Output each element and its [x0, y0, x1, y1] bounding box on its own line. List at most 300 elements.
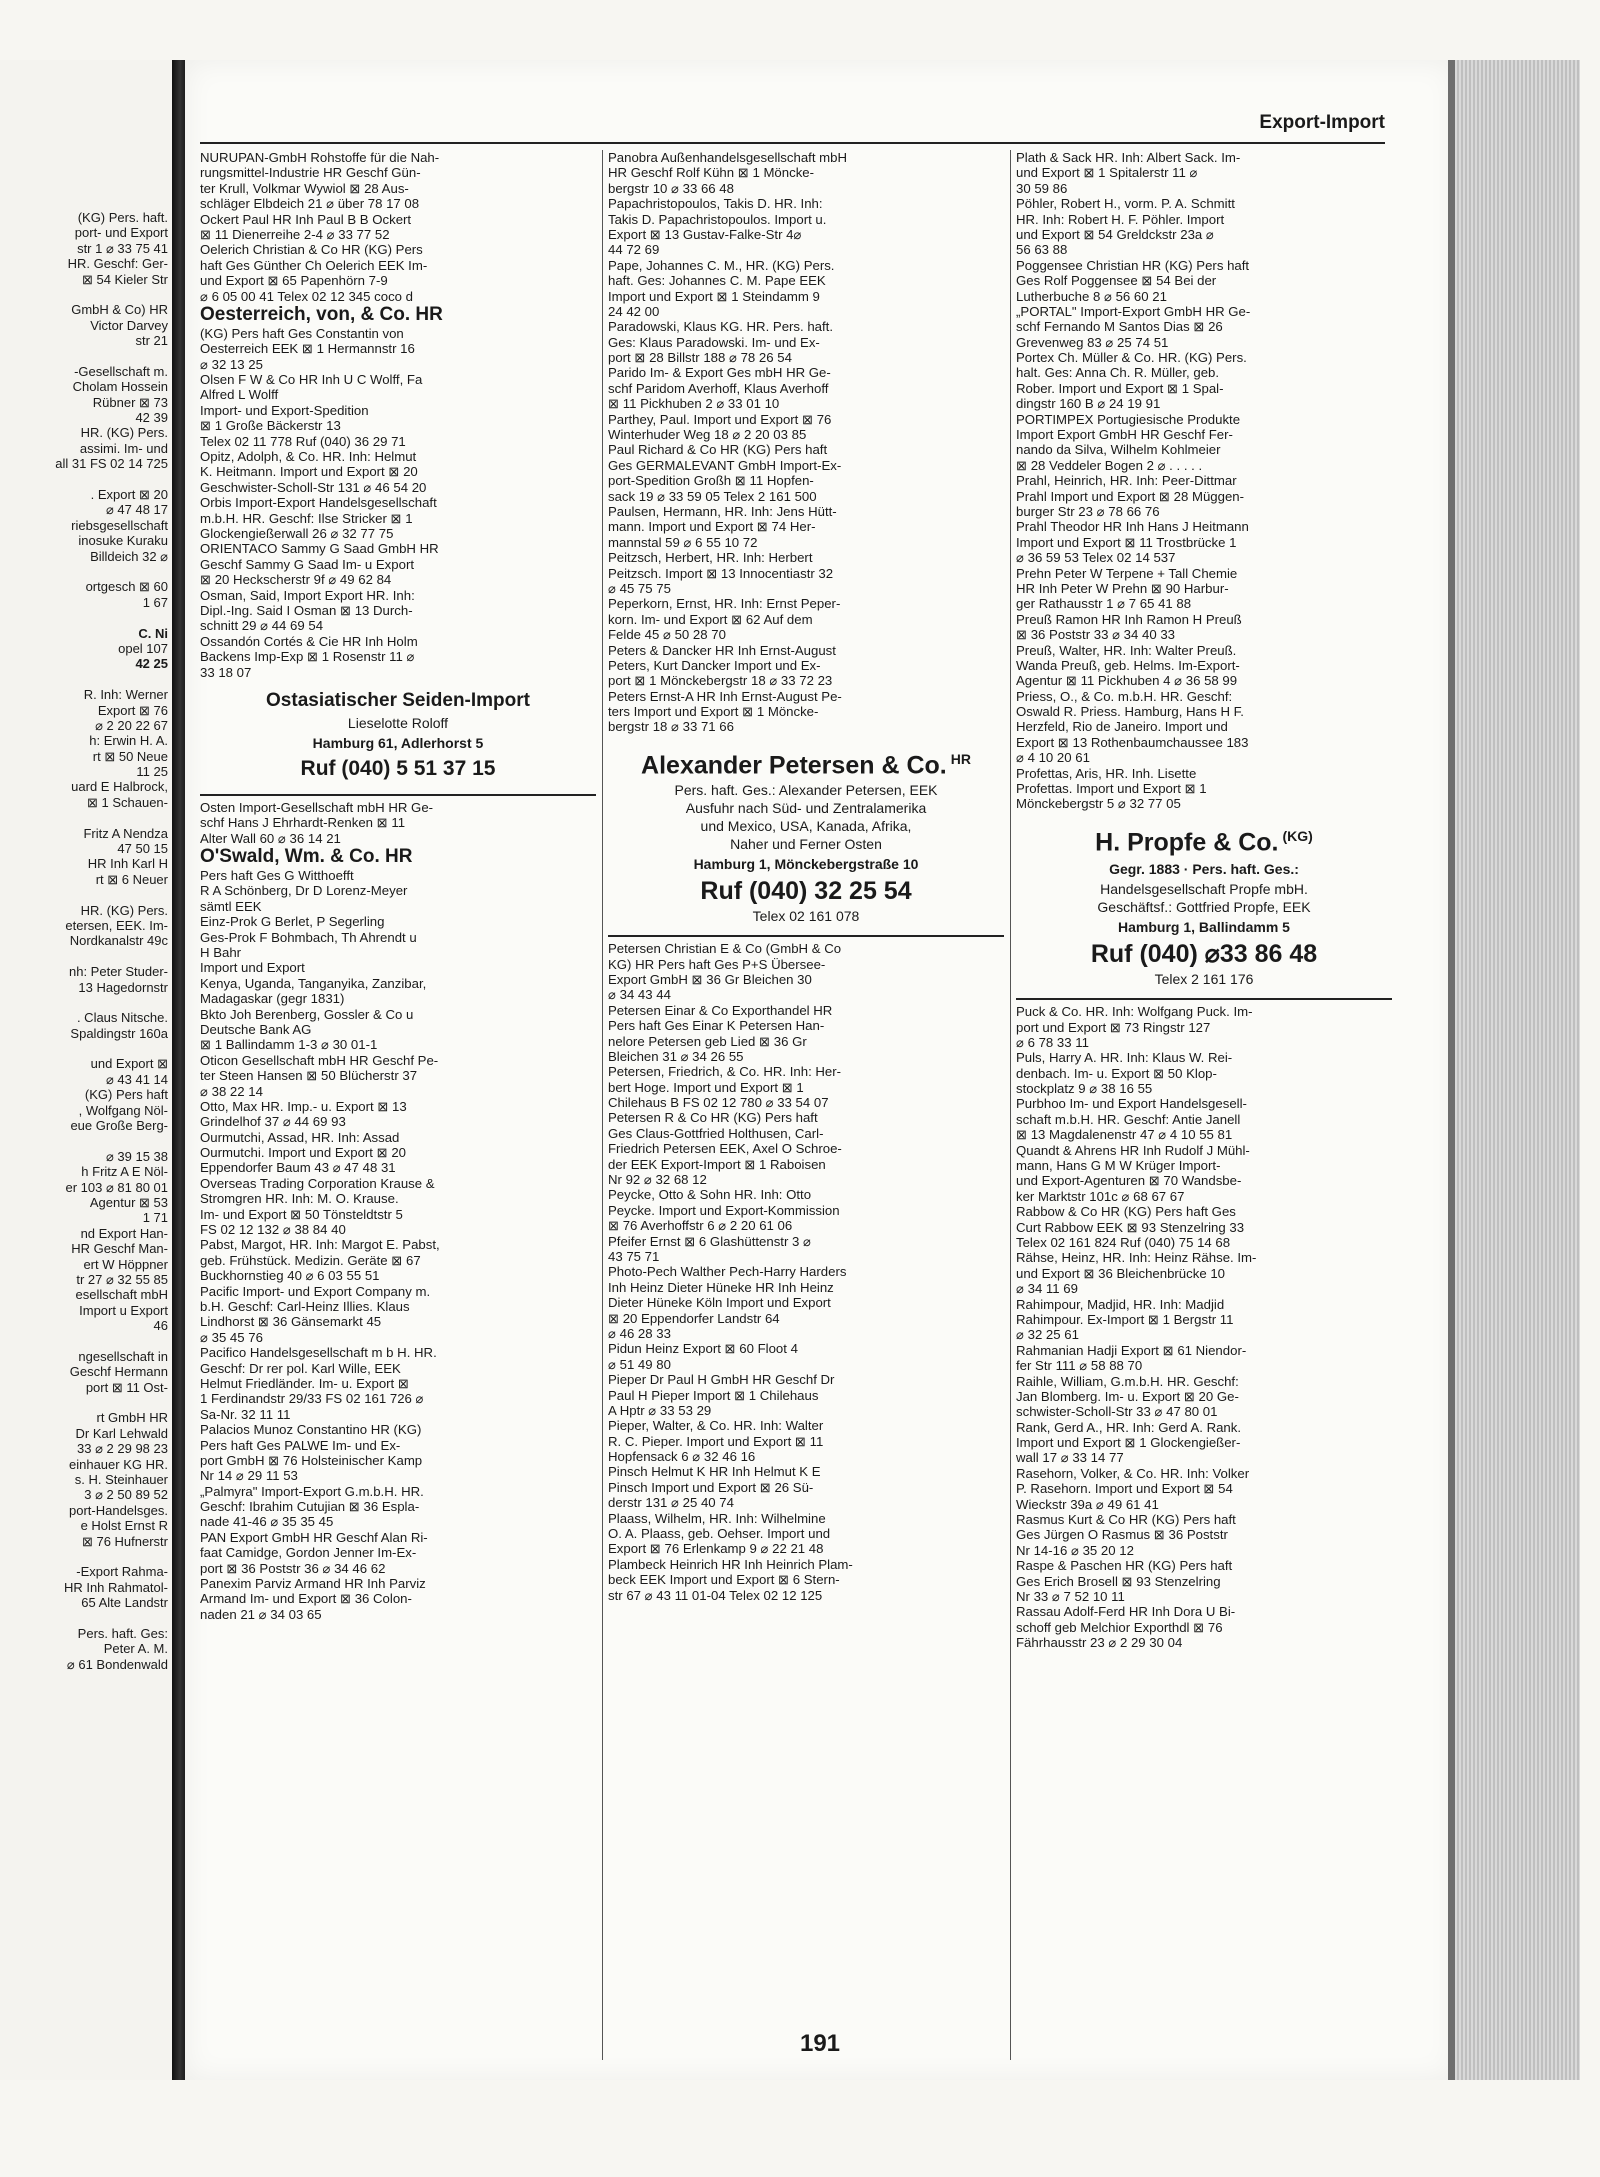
directory-entry-line: Ges GERMALEVANT GmbH Import-Ex-	[608, 457, 842, 473]
directory-entry-line: Rahimpour. Ex-Import ⊠ 1 Bergstr 11	[1016, 1311, 1234, 1327]
directory-entry-line: Pape, Johannes C. M., HR. (KG) Pers.	[608, 257, 835, 273]
directory-entry-line: Oesterreich EEK ⊠ 1 Hermannstr 16	[200, 341, 415, 357]
directory-entry-line: Raihle, William, G.m.b.H. HR. Geschf:	[1016, 1373, 1239, 1389]
directory-entry-line: port und Export ⊠ 73 Ringstr 127	[1016, 1019, 1211, 1035]
directory-entry-line: Buckhornstieg 40 ⌀ 6 03 55 51	[200, 1268, 380, 1284]
directory-entry-line: O'Swald, Wm. & Co. HR	[200, 846, 413, 868]
directory-entry-line: Profettas, Aris, HR. Inh. Lisette	[1016, 765, 1197, 781]
directory-entry-line: schläger Elbdeich 21 ⌀ über 78 17 08	[200, 196, 420, 212]
previous-page-line: (KG) Pers haft	[84, 1087, 168, 1103]
directory-entry-line: Dipl.-Ing. Said I Osman ⊠ 13 Durch-	[200, 602, 413, 618]
directory-entry-line: Export GmbH ⊠ 36 Gr Bleichen 30	[608, 971, 812, 987]
directory-entry-line: KG) HR Pers haft Ges P+S Übersee-	[608, 956, 826, 972]
previous-page-line: port-Handelsges.	[69, 1502, 168, 1518]
directory-entry-line: schoff geb Melchior Exporthdl ⊠ 76	[1016, 1619, 1223, 1635]
previous-page-line: inosuke Kuraku	[78, 533, 168, 549]
previous-page-line: . Export ⊠ 20	[90, 487, 168, 503]
advertisement-line: Handelsgesellschaft Propfe mbH.	[1100, 881, 1308, 898]
directory-entry-line: Pers haft Ges PALWE Im- und Ex-	[200, 1437, 401, 1453]
previous-page-line	[0, 472, 168, 487]
directory-entry-line: ORIENTACO Sammy G Saad GmbH HR	[200, 541, 439, 557]
directory-entry-line: dingstr 160 B ⌀ 24 19 91	[1016, 396, 1161, 412]
directory-entry-line: Panobra Außenhandelsgesellschaft mbH	[608, 150, 847, 165]
previous-page-line: HR Inh Rahmatol-	[63, 1579, 168, 1595]
previous-page-line: rt ⊠ 6 Neuer	[95, 871, 168, 887]
directory-entry-line: Sa-Nr. 32 11 11	[200, 1406, 291, 1422]
previous-page	[0, 60, 180, 2080]
advertisement-line: Ruf (040) 32 25 54	[700, 877, 912, 906]
directory-entry-line: Rahmanian Hadji Export ⊠ 61 Niendor-	[1016, 1342, 1247, 1358]
directory-entry-line: bert Hoge. Import und Export ⊠ 1	[608, 1079, 804, 1095]
previous-page-line: Pers. haft. Ges:	[77, 1625, 168, 1641]
directory-entry-line: Poggensee Christian HR (KG) Pers haft	[1016, 257, 1250, 273]
directory-entry-line: Import- und Export-Spedition	[200, 402, 369, 418]
directory-entry-line: Pinsch Helmut K HR Inh Helmut K E	[608, 1464, 821, 1480]
directory-entry-line: A Hptr ⌀ 33 53 29	[608, 1402, 712, 1418]
directory-entry-line: wall 17 ⌀ 33 14 77	[1016, 1450, 1124, 1466]
directory-entry-line: Osman, Said, Import Export HR. Inh:	[200, 587, 415, 603]
previous-page-line	[0, 564, 168, 579]
directory-entry-line: Puls, Harry A. HR. Inh: Klaus W. Rei-	[1016, 1050, 1233, 1066]
directory-entry-line: Export ⊠ 13 Rothenbaumchaussee 183	[1016, 734, 1249, 750]
directory-entry-line: Madagaskar (gegr 1831)	[200, 991, 345, 1007]
previous-page-line: Billdeich 32 ⌀	[90, 548, 168, 564]
directory-entry-line: Ockert Paul HR Inh Paul B B Ockert	[200, 211, 412, 227]
directory-entry-line: Geschf Sammy G Saad Im- u Export	[200, 556, 415, 572]
previous-page-line: Rübner ⊠ 73	[92, 394, 168, 410]
directory-entry-line: Import und Export	[200, 960, 305, 976]
directory-entry-line: Orbis Import-Export Handelsgesellschaft	[200, 495, 437, 511]
advertisement-company-suffix: (KG)	[1282, 827, 1313, 844]
directory-entry-line: geb. Frühstück. Medizin. Geräte ⊠ 67	[200, 1252, 421, 1268]
directory-entry-line: Prehn Peter W Terpene + Tall Chemie	[1016, 565, 1238, 581]
directory-entry-line: Plath & Sack HR. Inh: Albert Sack. Im-	[1016, 150, 1241, 165]
column-divider	[1010, 150, 1011, 2060]
advertisement-title	[1016, 820, 1392, 858]
directory-entry-line: Papachristopoulos, Takis D. HR. Inh:	[608, 196, 823, 212]
previous-page-line	[0, 1395, 168, 1410]
directory-entry-line: Geschf: Dr rer pol. Karl Wille, EEK	[200, 1360, 401, 1376]
directory-entry-line: Telex 02 11 778 Ruf (040) 36 29 71	[200, 433, 406, 449]
directory-entry-line: „Palmyra" Import-Export G.m.b.H. HR.	[200, 1483, 424, 1499]
directory-entry-line: Rober. Import und Export ⊠ 1 Spal-	[1016, 380, 1224, 396]
previous-page-line: ⌀ 39 15 38	[105, 1148, 168, 1164]
directory-column-2	[608, 150, 1004, 1603]
previous-page-line: ⌀ 47 48 17	[105, 502, 168, 518]
previous-page-line: HR. (KG) Pers.	[80, 425, 168, 441]
previous-page-line: 1 71	[142, 1210, 168, 1226]
advertisement-line: Ruf (040) ⌀33 86 48	[1090, 940, 1318, 969]
directory-entry-line: K. Heitmann. Import und Export ⊠ 20	[200, 464, 418, 480]
previous-page-line: rt GmbH HR	[96, 1410, 168, 1426]
previous-page-line: C. Ni	[138, 625, 168, 641]
advertisement-line: Ruf (040) 5 51 37 15	[300, 756, 496, 780]
directory-entry-line: ⌀ 4 10 20 61	[1016, 750, 1090, 766]
directory-entry-line: korn. Im- und Export ⊠ 62 Auf dem	[608, 611, 813, 627]
previous-page-column	[0, 210, 168, 1672]
directory-entry-line: O. A. Plaass, geb. Oehser. Import und	[608, 1526, 831, 1542]
previous-page-line: 3 ⌀ 2 50 89 52	[84, 1487, 168, 1503]
previous-page-line: riebsgesellschaft	[71, 517, 168, 533]
directory-entry-line: ⊠ 36 Poststr 33 ⌀ 34 40 33	[1016, 627, 1176, 643]
previous-page-line: rt ⊠ 50 Neue	[92, 748, 168, 764]
directory-entry-line: H Bahr	[200, 945, 242, 961]
directory-entry-line: und Export ⊠ 65 Papenhörn 7-9	[200, 273, 388, 289]
directory-entry-line: schnitt 29 ⌀ 44 69 54	[200, 618, 324, 634]
directory-entry-line: Takis D. Papachristopoulos. Import u.	[608, 211, 827, 227]
directory-entry-line: burger Str 23 ⌀ 78 66 76	[1016, 503, 1160, 519]
directory-entry-line: 43 75 71	[608, 1248, 660, 1264]
directory-entry-line: Deutsche Bank AG	[200, 1021, 312, 1037]
directory-entry-line: ter Steen Hansen ⊠ 50 Blücherstr 37	[200, 1068, 418, 1084]
directory-entry-line: nade 41-46 ⌀ 35 35 45	[200, 1514, 334, 1530]
directory-entry-line: Prahl Import und Export ⊠ 28 Müggen-	[1016, 488, 1245, 504]
directory-entry-line: port ⊠ 36 Poststr 36 ⌀ 34 46 62	[200, 1560, 386, 1576]
directory-entry-line: fer Str 111 ⌀ 58 88 70	[1016, 1358, 1143, 1374]
directory-entry-line: rungsmittel-Industrie HR Geschf Gün-	[200, 165, 421, 181]
directory-entry-line: nelore Petersen geb Lied ⊠ 36 Gr	[608, 1033, 807, 1049]
previous-page-line: er 103 ⌀ 81 80 01	[65, 1179, 168, 1195]
directory-entry-line: Pinsch Import und Export ⊠ 26 Sü-	[608, 1479, 814, 1495]
previous-page-line: str 21	[135, 333, 168, 349]
directory-entry-line: Otto, Max HR. Imp.- u. Export ⊠ 13	[200, 1098, 407, 1114]
directory-entry-line: Priess, O., & Co. m.b.H. HR. Geschf:	[1016, 688, 1233, 704]
previous-page-line: Import u Export	[79, 1302, 168, 1318]
directory-entry-line: NURUPAN-GmbH Rohstoffe für die Nah-	[200, 150, 440, 165]
advertisement-title	[608, 743, 1004, 781]
previous-page-line: HR Geschf Man-	[71, 1241, 168, 1257]
page-stack-edge	[1455, 60, 1580, 2080]
directory-entry-line: Rasehorn, Volker, & Co. HR. Inh: Volker	[1016, 1465, 1250, 1481]
directory-entry-line: Rabbow & Co HR (KG) Pers haft Ges	[1016, 1204, 1236, 1220]
previous-page-line: Dr Karl Lehwald	[75, 1425, 168, 1441]
previous-page-line: Nordkanalstr 49c	[69, 933, 168, 949]
directory-entry-line: schf Fernando M Santos Dias ⊠ 26	[1016, 319, 1223, 335]
previous-page-line	[0, 349, 168, 364]
directory-entry-line: ⊠ 1 Ballindamm 1-3 ⌀ 30 01-1	[200, 1037, 378, 1053]
previous-page-line: HR. (KG) Pers.	[80, 902, 168, 918]
directory-entry-line: HR Geschf Rolf Kühn ⊠ 1 Möncke-	[608, 165, 815, 181]
directory-entry-line: 33 18 07	[200, 664, 252, 680]
previous-page-line: h Fritz A E Nöl-	[81, 1164, 168, 1180]
previous-page-line: Spaldingstr 160a	[70, 1025, 168, 1041]
header-rule	[200, 142, 1385, 144]
previous-page-line: HR. Geschf: Ger-	[67, 256, 168, 272]
directory-entry-line: Chilehaus B FS 02 12 780 ⌀ 33 54 07	[608, 1095, 829, 1111]
directory-entry-line: Rahimpour, Madjid, HR. Inh: Madjid	[1016, 1296, 1225, 1312]
previous-page-line: e Holst Ernst R	[80, 1518, 168, 1534]
advertisement-line: Hamburg 1, Mönckebergstraße 10	[693, 856, 919, 873]
directory-entry-line: Lindhorst ⊠ 36 Gänsemarkt 45	[200, 1314, 382, 1330]
directory-entry-line: Pers haft Ges G Witthoefft	[200, 868, 354, 884]
previous-page-line: . Claus Nitsche.	[76, 1010, 168, 1026]
directory-entry-line: mannstal 59 ⌀ 6 55 10 72	[608, 534, 758, 550]
directory-entry-line: Rank, Gerd A., HR. Inh: Gerd A. Rank.	[1016, 1419, 1242, 1435]
directory-entry-line: 44 72 69	[608, 242, 660, 258]
directory-entry-line: ⌀ 35 45 76	[200, 1329, 263, 1345]
directory-entry-line: Overseas Trading Corporation Krause &	[200, 1175, 435, 1191]
directory-entry-line: Import Export GmbH HR Geschf Fer-	[1016, 427, 1233, 443]
previous-page-line: Export ⊠ 76	[97, 702, 168, 718]
directory-entry-line: Oesterreich, von, & Co. HR	[200, 303, 443, 325]
previous-page-line: opel 107	[118, 640, 168, 656]
previous-page-line: port- und Export	[74, 225, 168, 241]
directory-entry-line: Import und Export ⊠ 1 Steindamm 9	[608, 288, 820, 304]
directory-entry-line: Eppendorfer Baum 43 ⌀ 47 48 31	[200, 1160, 396, 1176]
previous-page-line: 1 67	[142, 594, 168, 610]
directory-entry-line: Nr 14-16 ⌀ 35 20 12	[1016, 1542, 1134, 1558]
directory-entry-line: Pöhler, Robert H., vorm. P. A. Schmitt	[1016, 196, 1235, 212]
directory-entry-line: ⊠ 1 Große Bäckerstr 13	[200, 418, 341, 434]
directory-entry-line: Quandt & Ahrens HR Inh Rudolf J Mühl-	[1016, 1142, 1250, 1158]
directory-entry-line: faat Camidge, Gordon Jenner Im-Ex-	[200, 1545, 417, 1561]
directory-entry-line: schf Paridom Averhoff, Klaus Averhoff	[608, 380, 829, 396]
previous-page-line	[0, 1041, 168, 1056]
directory-entry-line: Petersen Christian E & Co (GmbH & Co	[608, 941, 842, 957]
directory-entry-line: Telex 02 161 824 Ruf (040) 75 14 68	[1016, 1234, 1231, 1250]
directory-entry-line: ⌀ 46 28 33	[608, 1325, 671, 1341]
directory-entry-line: schaft m.b.H. HR. Geschf: Antie Janell	[1016, 1111, 1241, 1127]
previous-page-line: -Gesellschaft m.	[74, 363, 168, 379]
directory-entry-line: Opitz, Adolph, & Co. HR. Inh: Helmut	[200, 449, 417, 465]
directory-entry-line: R. C. Pieper. Import und Export ⊠ 11	[608, 1433, 824, 1449]
directory-entry-line: Ossandón Cortés & Cie HR Inh Holm	[200, 633, 418, 649]
directory-entry-line: Pieper, Walter, & Co. HR. Inh: Walter	[608, 1418, 824, 1434]
previous-page-line: 33 ⌀ 2 29 98 23	[77, 1441, 168, 1457]
directory-entry-line: ⊠ 13 Magdalenenstr 47 ⌀ 4 10 55 81	[1016, 1127, 1233, 1143]
previous-page-line	[0, 1611, 168, 1626]
directory-entry-line: 30 59 86	[1016, 180, 1068, 196]
directory-entry-line: Prahl Theodor HR Inh Hans J Heitmann	[1016, 519, 1249, 535]
directory-entry-line: PAN Export GmbH HR Geschf Alan Ri-	[200, 1529, 428, 1545]
directory-entry-line: Petersen, Friedrich, & Co. HR. Inh: Her-	[608, 1064, 842, 1080]
previous-page-line: ngesellschaft in	[78, 1348, 168, 1364]
directory-entry-line: der EEK Export-Import ⊠ 1 Raboisen	[608, 1156, 826, 1172]
directory-entry-line: Friedrich Petersen EEK, Axel O Schroe-	[608, 1141, 842, 1157]
directory-entry-line: haft. Ges: Johannes C. M. Pape EEK	[608, 273, 826, 289]
directory-entry-line: Paul H Pieper Import ⊠ 1 Chilehaus	[608, 1387, 819, 1403]
previous-page-line	[0, 887, 168, 902]
directory-entry-line: Fährhausstr 23 ⌀ 2 29 30 04	[1016, 1635, 1183, 1651]
directory-entry-line: ⊠ 28 Veddeler Bogen 2 ⌀ . . . . .	[1016, 457, 1203, 473]
advertisement-line: Geschäftsf.: Gottfried Propfe, EEK	[1097, 899, 1311, 916]
directory-entry-line: Bleichen 31 ⌀ 34 26 55	[608, 1048, 744, 1064]
directory-entry-line: Nr 14 ⌀ 29 11 53	[200, 1468, 298, 1484]
previous-page-line: einhauer KG HR.	[69, 1456, 168, 1472]
previous-page-line: ⊠ 1 Schauen-	[87, 794, 168, 810]
directory-entry-line: halt. Ges: Anna Ch. R. Müller, geb.	[1016, 365, 1220, 381]
previous-page-line: GmbH & Co) HR	[71, 302, 168, 318]
directory-entry-line: Pacific Import- und Export Company m.	[200, 1283, 431, 1299]
advertisement-line: Telex 02 161 078	[752, 908, 860, 925]
directory-entry-line: Plambeck Heinrich HR Inh Heinrich Plam-	[608, 1556, 853, 1572]
directory-entry-line: Backens Imp-Exp ⊠ 1 Rosenstr 11 ⌀	[200, 649, 415, 665]
advertisement-line: Lieselotte Roloff	[347, 714, 449, 731]
directory-entry-line: und Export ⊠ 1 Spitalerstr 11 ⌀	[1016, 165, 1198, 181]
directory-entry-line: port-Spedition Großh ⊠ 11 Hopfen-	[608, 473, 814, 489]
directory-entry-line: Ges Erich Brosell ⊠ 93 Stenzelring	[1016, 1573, 1221, 1589]
directory-entry-line: Alter Wall 60 ⌀ 36 14 21	[200, 830, 341, 846]
directory-entry-line: HR. Inh: Robert H. F. Pöhler. Import	[1016, 211, 1225, 227]
advertisement-line: Ausfuhr nach Süd- und Zentralamerika	[685, 800, 927, 817]
directory-entry-line: und Export ⊠ 36 Bleichenbrücke 10	[1016, 1265, 1225, 1281]
directory-entry-line: schf Hans J Ehrhardt-Renken ⊠ 11	[200, 815, 406, 831]
directory-entry-line: port GmbH ⊠ 76 Holsteinischer Kamp	[200, 1452, 423, 1468]
directory-entry-line: Kenya, Uganda, Tanganyika, Zanzibar,	[200, 975, 427, 991]
directory-entry-line: Rassau Adolf-Ferd HR Inh Dora U Bi-	[1016, 1604, 1236, 1620]
directory-entry-line: sack 19 ⌀ 33 59 05 Telex 2 161 500	[608, 488, 817, 504]
directory-entry-line: Paulsen, Hermann, HR. Inh: Jens Hütt-	[608, 503, 837, 519]
previous-page-line	[0, 672, 168, 687]
previous-page-line: assimi. Im- und	[79, 440, 168, 456]
directory-entry-line: Olsen F W & Co HR Inh U C Wolff, Fa	[200, 372, 423, 388]
directory-entry-line: Plaass, Wilhelm, HR. Inh: Wilhelmine	[608, 1510, 826, 1526]
directory-entry-line: Pfeifer Ernst ⊠ 6 Glashüttenstr 3 ⌀	[608, 1233, 811, 1249]
directory-entry-line: ⌀ 6 05 00 41 Telex 02 12 345 coco d	[200, 288, 413, 304]
directory-entry-line: Geschwister-Scholl-Str 131 ⌀ 46 54 20	[200, 479, 427, 495]
previous-page-line: R. Inh: Werner	[83, 687, 168, 703]
directory-entry-line: Preuß Ramon HR Inh Ramon H Preuß	[1016, 611, 1242, 627]
advertisement-line: Pers. haft. Ges.: Alexander Petersen, EEK	[674, 782, 938, 799]
directory-entry-line: Lutherbuche 8 ⌀ 56 60 21	[1016, 288, 1167, 304]
directory-entry-line: m.b.H. HR. Geschf: Ilse Stricker ⊠ 1	[200, 510, 413, 526]
directory-entry-line: b.H. Geschf: Carl-Heinz Illies. Klaus	[200, 1299, 410, 1314]
previous-page-line: Agentur ⊠ 53	[89, 1195, 168, 1210]
directory-entry-line: Pieper Dr Paul H GmbH HR Geschf Dr	[608, 1372, 835, 1388]
previous-page-line: ⌀ 2 20 22 67	[95, 717, 168, 733]
directory-entry-line: Herzfeld, Rio de Janeiro. Import und	[1016, 719, 1228, 735]
previous-page-line	[0, 1133, 168, 1148]
directory-entry-line: Stromgren HR. Inh: M. O. Krause.	[200, 1191, 399, 1207]
directory-entry-line: Geschf: Ibrahim Cutujian ⊠ 36 Espla-	[200, 1499, 420, 1515]
display-advertisement	[200, 680, 596, 796]
advertisement-line: Telex 2 161 176	[1154, 971, 1254, 988]
directory-entry-line: ⌀ 32 25 61	[1016, 1327, 1079, 1343]
directory-entry-line: Alfred L Wolff	[200, 387, 279, 403]
directory-entry-line: Photo-Pech Walther Pech-Harry Harders	[608, 1264, 847, 1280]
directory-entry-line: naden 21 ⌀ 34 03 65	[200, 1606, 322, 1622]
directory-entry-line: und Export-Agenturen ⊠ 70 Wandsbe-	[1016, 1173, 1242, 1189]
directory-entry-line: Preuß, Walter, HR. Inh: Walter Preuß.	[1016, 642, 1237, 658]
directory-entry-line: ters Import und Export ⊠ 1 Möncke-	[608, 704, 819, 720]
directory-entry-line: port ⊠ 28 Billstr 188 ⌀ 78 26 54	[608, 350, 792, 366]
previous-page-line: str 1 ⌀ 33 75 41	[77, 240, 168, 256]
previous-page-line: , Wolfgang Nöl-	[78, 1102, 168, 1118]
previous-page-line: esellschaft mbH	[75, 1287, 168, 1303]
directory-entry-line: Hopfensack 6 ⌀ 32 46 16	[608, 1449, 756, 1465]
directory-entry-line: Portex Ch. Müller & Co. HR. (KG) Pers.	[1016, 350, 1247, 366]
directory-entry-line: Im- und Export ⊠ 50 Tönsteldtstr 5	[200, 1206, 403, 1222]
directory-entry-line: Peycke. Import und Export-Kommission	[608, 1202, 840, 1218]
directory-entry-line: str 67 ⌀ 43 11 01-04 Telex 02 12 125	[608, 1587, 823, 1603]
directory-entry-line: 1 Ferdinandstr 29/33 FS 02 161 726 ⌀	[200, 1391, 424, 1407]
previous-page-line: 11 25	[136, 764, 168, 780]
directory-entry-line: Glockengießerwall 26 ⌀ 32 77 75	[200, 525, 394, 541]
directory-entry-line: Oelerich Christian & Co HR (KG) Pers	[200, 242, 423, 258]
previous-page-line: und Export ⊠	[90, 1056, 168, 1072]
directory-entry-line: Panexim Parviz Armand HR Inh Parviz	[200, 1576, 426, 1592]
directory-entry-line: Mönckebergstr 5 ⌀ 32 77 05	[1016, 796, 1181, 812]
directory-entry-line: ⌀ 34 43 44	[608, 987, 671, 1003]
directory-entry-line: Pers haft Ges Einar K Petersen Han-	[608, 1018, 825, 1034]
directory-entry-line: „PORTAL" Import-Export GmbH HR Ge-	[1016, 303, 1251, 319]
directory-entry-line: Pacifico Handelsgesellschaft m b H. HR.	[200, 1345, 437, 1361]
directory-entry-line: mann. Import und Export ⊠ 74 Her-	[608, 519, 816, 535]
directory-entry-line: Inh Heinz Dieter Hüneke HR Inh Heinz	[608, 1279, 834, 1295]
directory-entry-line: P. Rasehorn. Import und Export ⊠ 54	[1016, 1481, 1233, 1497]
directory-entry-line: Armand Im- und Export ⊠ 36 Colon-	[200, 1591, 412, 1607]
directory-entry-line: Pabst, Margot, HR. Inh: Margot E. Pabst,	[200, 1237, 440, 1253]
directory-entry-line: Petersen R & Co HR (KG) Pers haft	[608, 1110, 818, 1126]
directory-entry-line: ⌀ 32 13 25	[200, 356, 263, 372]
directory-entry-line: Palacios Munoz Constantino HR (KG)	[200, 1422, 422, 1438]
directory-entry-line: Dieter Hüneke Köln Import und Export	[608, 1295, 831, 1311]
directory-entry-line: Rasmus Kurt & Co HR (KG) Pers haft	[1016, 1512, 1236, 1528]
directory-entry-line: Bkto Joh Berenberg, Gossler & Co u	[200, 1006, 414, 1022]
directory-entry-line: ⌀ 6 78 33 11	[1016, 1034, 1089, 1050]
directory-column-3	[1016, 150, 1392, 1651]
previous-page-line: Geschf Hermann	[69, 1364, 168, 1380]
directory-entry-line: Peperkorn, Ernst, HR. Inh: Ernst Peper-	[608, 596, 841, 612]
previous-page-line: ert W Höppner	[83, 1256, 168, 1272]
directory-entry-line: haft Ges Günther Ch Oelerich EEK Im-	[200, 257, 428, 273]
directory-entry-line: und Export ⊠ 54 Greldckstr 23a ⌀	[1016, 226, 1214, 242]
directory-entry-line: Ges Claus-Gottfried Holthusen, Carl-	[608, 1125, 824, 1141]
previous-page-line: Fritz A Nendza	[83, 825, 168, 841]
directory-entry-line: ⌀ 45 75 75	[608, 580, 671, 596]
advertisement-line: und Mexico, USA, Kanada, Afrika,	[700, 818, 912, 835]
directory-entry-line: Petersen Einar & Co Exporthandel HR	[608, 1002, 833, 1018]
previous-page-line	[0, 810, 168, 825]
directory-entry-line: Ges-Prok F Bohmbach, Th Ahrendt u	[200, 929, 417, 945]
display-advertisement	[1016, 812, 1392, 1000]
directory-entry-line: FS 02 12 132 ⌀ 38 84 40	[200, 1222, 346, 1238]
previous-page-line: 42 39	[135, 410, 168, 426]
advertisement-line: Gegr. 1883 · Pers. haft. Ges.:	[1109, 861, 1299, 878]
directory-entry-line: Nr 33 ⌀ 7 52 10 11	[1016, 1588, 1125, 1604]
directory-entry-line: Peitzsch. Import ⊠ 13 Innocentiastr 32	[608, 565, 834, 581]
directory-entry-line: Peitzsch, Herbert, HR. Inh: Herbert	[608, 550, 813, 566]
previous-page-line: port ⊠ 11 Ost-	[85, 1379, 168, 1395]
directory-entry-line: ⊠ 11 Dienerreihe 2-4 ⌀ 33 77 52	[200, 226, 390, 242]
advertisement-line: Ostasiatischer Seiden-Import	[266, 689, 530, 711]
previous-page-line	[0, 949, 168, 964]
directory-entry-line: ker Marktstr 101c ⌀ 68 67 67	[1016, 1188, 1185, 1204]
directory-entry-line: Purbhoo Im- und Export Handelsgesell-	[1016, 1096, 1247, 1112]
directory-entry-line: 56 63 88	[1016, 242, 1068, 258]
directory-entry-line: Peters, Kurt Dancker Import und Ex-	[608, 657, 821, 673]
directory-entry-line: schwister-Scholl-Str 33 ⌀ 47 80 01	[1016, 1404, 1218, 1420]
previous-page-line	[0, 1334, 168, 1349]
directory-entry-line: Einz-Prok G Berlet, P Segerling	[200, 914, 385, 930]
directory-entry-line: Ges Rolf Poggensee ⊠ 54 Bei der	[1016, 273, 1217, 289]
previous-page-line: nd Export Han-	[80, 1225, 168, 1241]
previous-page-line	[0, 1549, 168, 1564]
directory-entry-line: R A Schönberg, Dr D Lorenz-Meyer	[200, 883, 408, 899]
advertisement-line: Naher und Ferner Osten	[730, 836, 882, 853]
directory-entry-line: Rähse, Heinz, HR. Inh: Heinz Rähse. Im-	[1016, 1250, 1257, 1266]
section-header: Export-Import	[1259, 112, 1385, 133]
directory-entry-line: derstr 131 ⌀ 25 40 74	[608, 1495, 734, 1511]
directory-entry-line: Oswald R. Priess. Hamburg, Hans H F.	[1016, 704, 1244, 720]
previous-page-line: all 31 FS 02 14 725	[55, 456, 168, 472]
directory-entry-line: Prahl, Heinrich, HR. Inh: Peer-Dittmar	[1016, 473, 1237, 489]
previous-page-line: etersen, EEK. Im-	[65, 917, 168, 933]
directory-entry-line: Peters & Dancker HR Inh Ernst-August	[608, 642, 836, 658]
advertisement-line: Hamburg 1, Ballindamm 5	[1118, 919, 1290, 936]
directory-entry-line: Winterhuder Weg 18 ⌀ 2 20 03 85	[608, 427, 807, 443]
directory-entry-line: ⊠ 20 Eppendorfer Landstr 64	[608, 1310, 780, 1326]
